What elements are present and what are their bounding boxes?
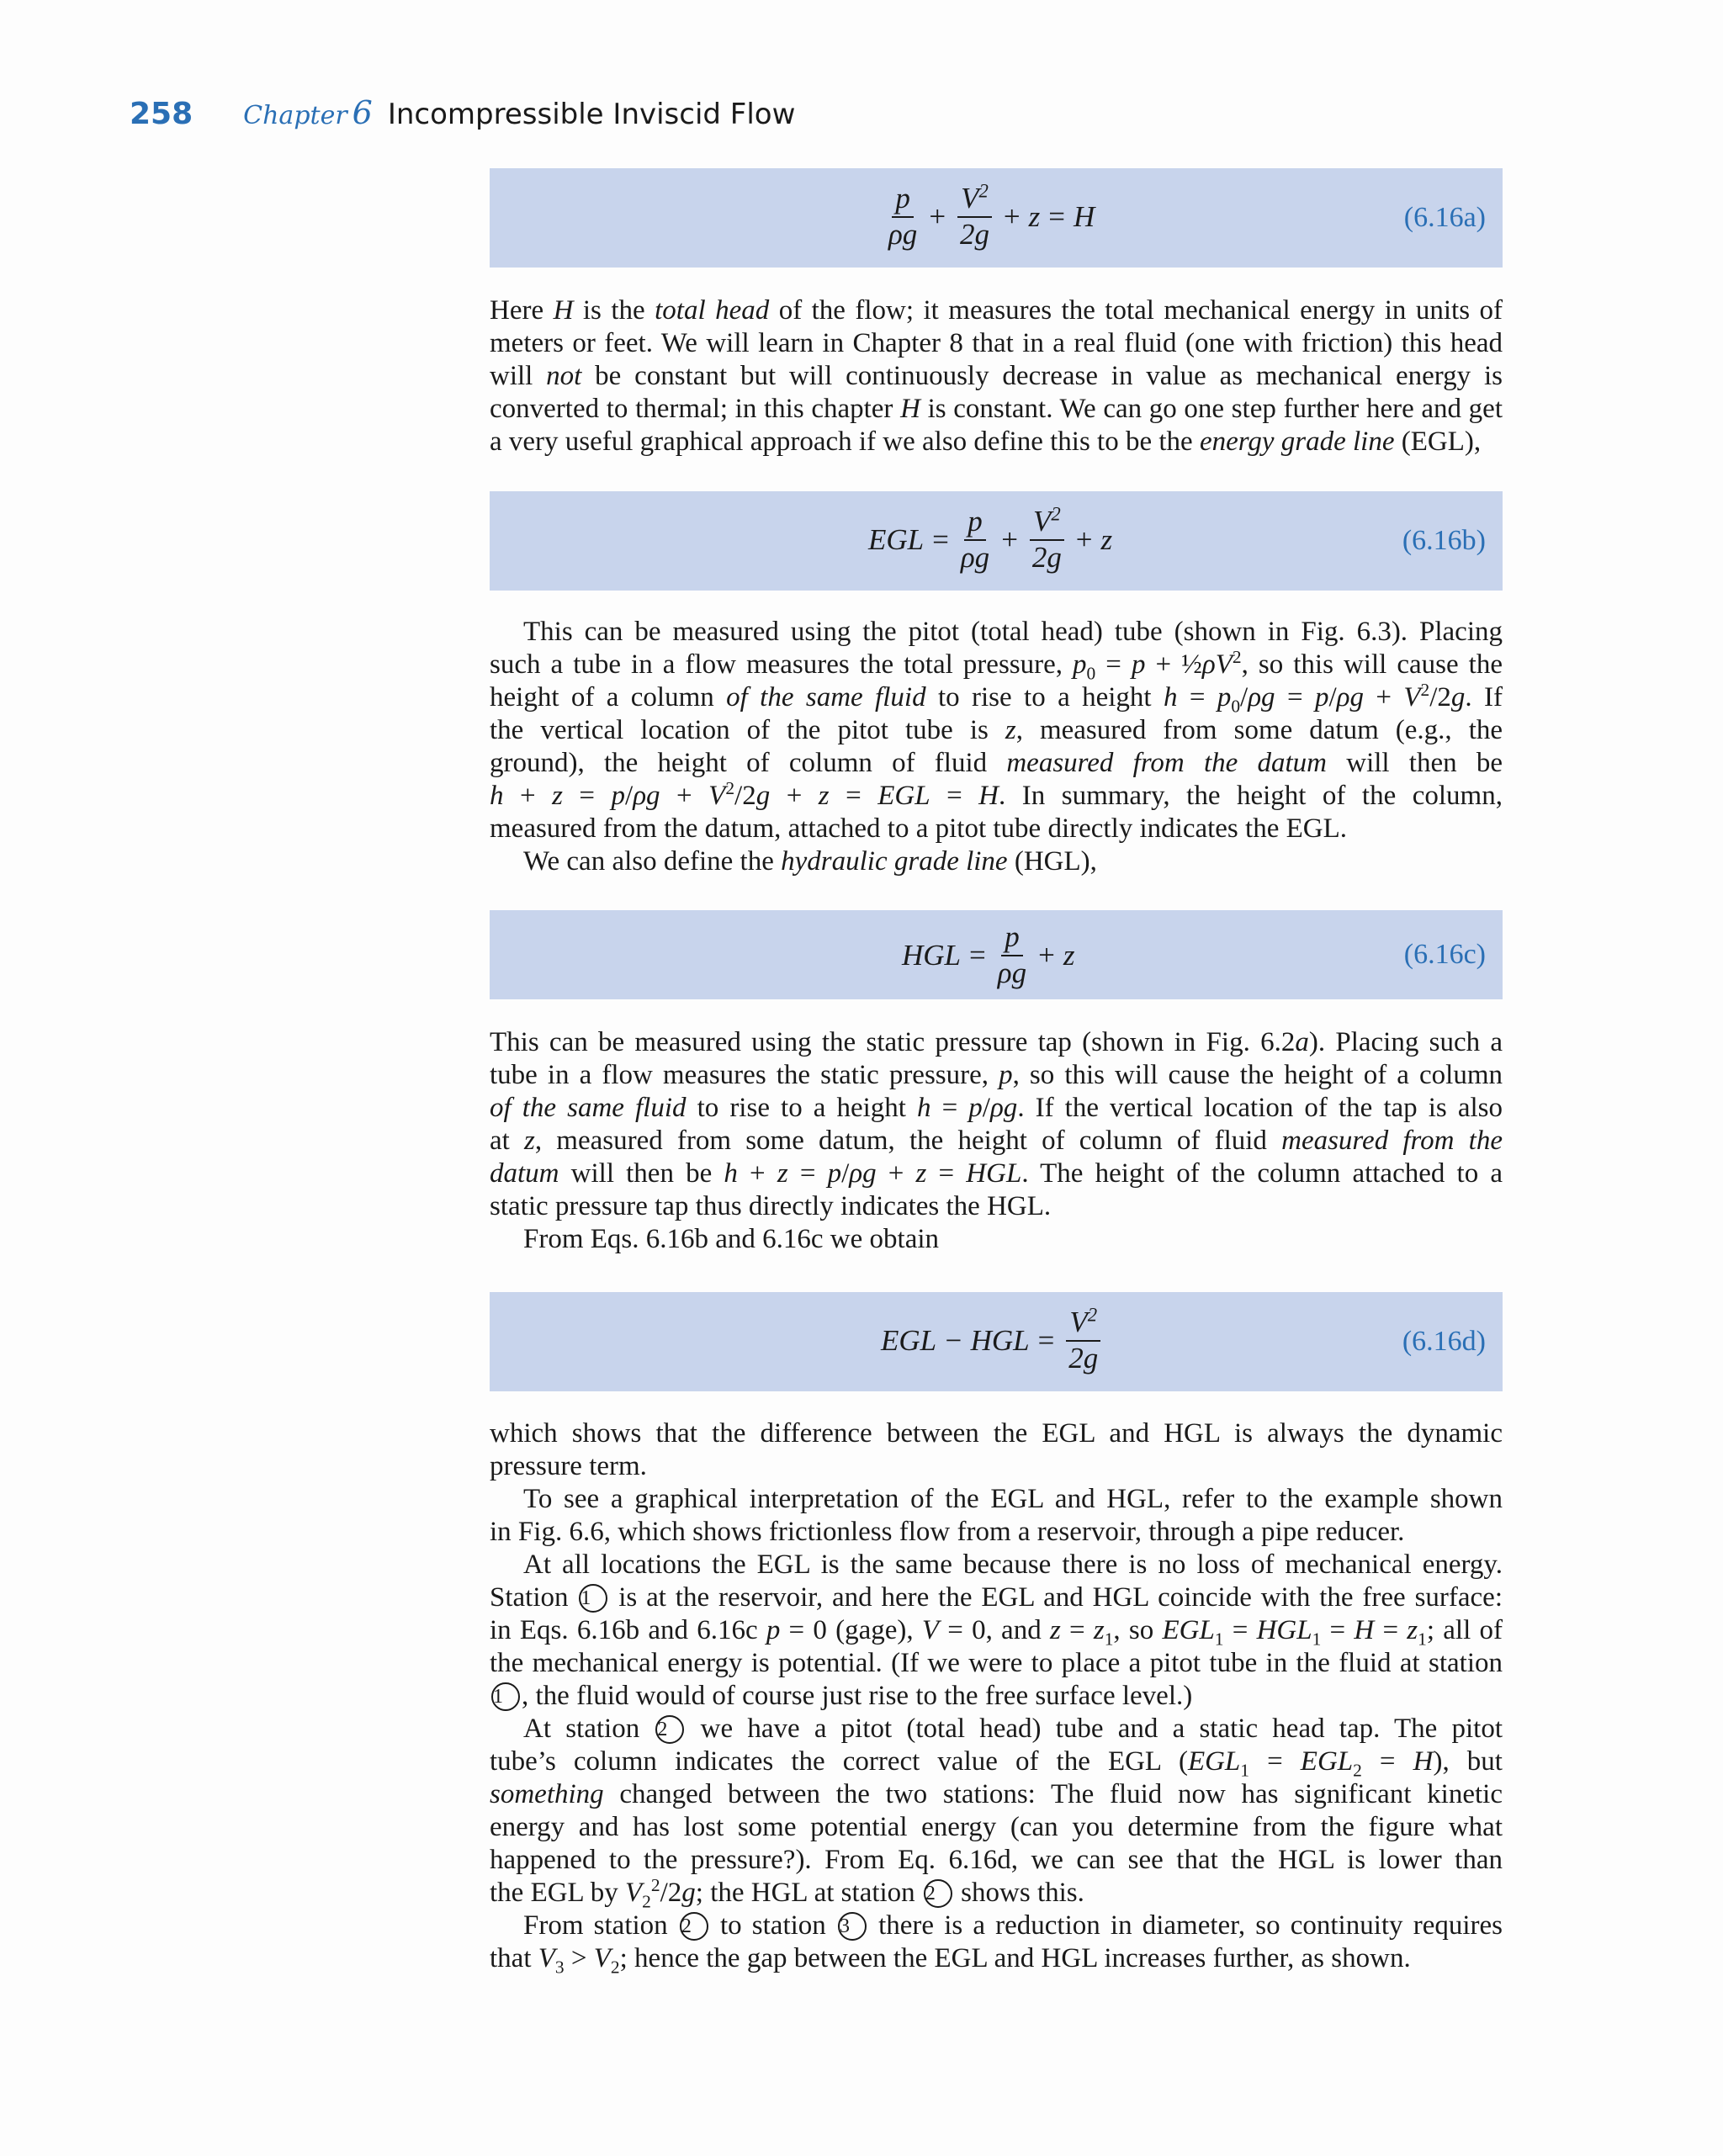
paragraph-pitot-tube: This can be measured using the pitot (total head) tube (shown in Fig. 6.3). Placing such a tube in a flow measures the total pressure, $p_0 = p$ + $\frac{1}{2}\rho V^2$, so this will cause the height of a column of the same fluid to rise to a height $h = p_0/\rho g = p/\rho g + V^2/2g$. If the vertical location of the pitot tube is z, measured from some datum (e.g., the ground), the height of column of fluid measured from the datum will then be $h + z = p/\rho g + V^2/2g + z$ = EGL = H. In summary, the height of the column, measured from the datum, attached to a pitot tube directly indicates the EGL. We can also define the hydraulic grade line (HGL), — [490, 617, 1503, 877]
equation-number: (6.16a) — [1403, 202, 1486, 233]
chapter-word: Chapter — [243, 101, 347, 130]
equation-number: (6.16b) — [1402, 525, 1486, 556]
equation-box-6-16d — [490, 1292, 1503, 1391]
equation-box-6-16a — [490, 168, 1503, 268]
equation-number: (6.16c) — [1403, 939, 1486, 970]
running-head — [130, 94, 795, 131]
equation-6-16c: HGL = $\frac{p}{\rho g}$ + z — [902, 920, 1075, 989]
equation-box-6-16c — [490, 910, 1503, 999]
page-number: 258 — [130, 97, 194, 131]
equation-6-16b: EGL = $\frac{p}{\rho g}$ + $\frac{V^2}{2g}$ + z — [868, 503, 1113, 574]
chapter-number: 6 — [352, 94, 373, 131]
paragraph-dynamic-pressure: which shows that the difference between the EGL and HGL is always the dynamic pressure term. To see a graphical interpretation of the EGL and HGL, refer to the example shown in Fig. 6.6, which shows frictionless flow from a reservoir, through a pipe reducer. At all locations the EGL is the same because there is no loss of mechanical energy. Station 1 is at the reservoir, and here the EGL and HGL coincide with the free surface: in Eqs. 6.16b and 6.16c p = 0 (gage), V = 0, and $z = z_1$, so $EGL_1 = HGL_1 = H = z_1$; all of the mechanical energy is potential. (If we were to place a pitot tube in the fluid at station 1 , the fluid would of course just rise to the free surface level.) At station 2 we have a pitot (total head) tube and a static head tap. The pitot tube’s column indicates the correct value of the EGL $(EGL_1 = EGL_2 = H)$, but something changed between the two stations: The fluid now has significant kinetic energy and has lost some potential energy (can you determine from the figure what happened to the pressure?). From Eq. 6.16d, we can see that the HGL is lower than the EGL by $V_2^2/2g$; the HGL at station 2 shows this. From station 2 to station 3 there is a reduction in diameter, so continuity requires that $V_3 > V_2$; hence the gap between the EGL and HGL increases further, as shown. — [490, 1418, 1503, 1978]
equation-box-6-16b — [490, 491, 1503, 591]
paragraph-total-head: Here H is the total head of the flow; it measures the total mechanical energy in units of meters or feet. We will learn in Chapter 8 that in a real fluid (one with friction) this head will not be constant but will continuously decrease in value as mechanical energy is converted to thermal; in this chapter H is constant. We can go one step further here and get a very useful graphical approach if we also define this to be the energy grade line (EGL), — [490, 295, 1503, 457]
equation-6-16d: EGL − HGL = $\frac{V^2}{2g}$ — [881, 1307, 1104, 1375]
paragraph-static-tap: This can be measured using the static pressure tap (shown in Fig. 6.2a). Placing such a tube in a flow measures the static pressure, p, so this will cause the height of a column of the same fluid to rise to a height h = p/ρg. If the vertical location of the tap is also at z, measured from some datum, the height of column of fluid measured from the datum will then be h + z = p/ρg + z = HGL. The height of the column attached to a static pressure tap thus directly indicates the HGL. From Eqs. 6.16b and 6.16c we obtain — [490, 1027, 1503, 1254]
equation-6-16a: $\frac{p}{\rho g}$ + $\frac{V^2}{2g}$ + z = H — [888, 180, 1095, 251]
equation-number: (6.16d) — [1402, 1326, 1486, 1357]
chapter-title: Incompressible Inviscid Flow — [387, 98, 796, 131]
